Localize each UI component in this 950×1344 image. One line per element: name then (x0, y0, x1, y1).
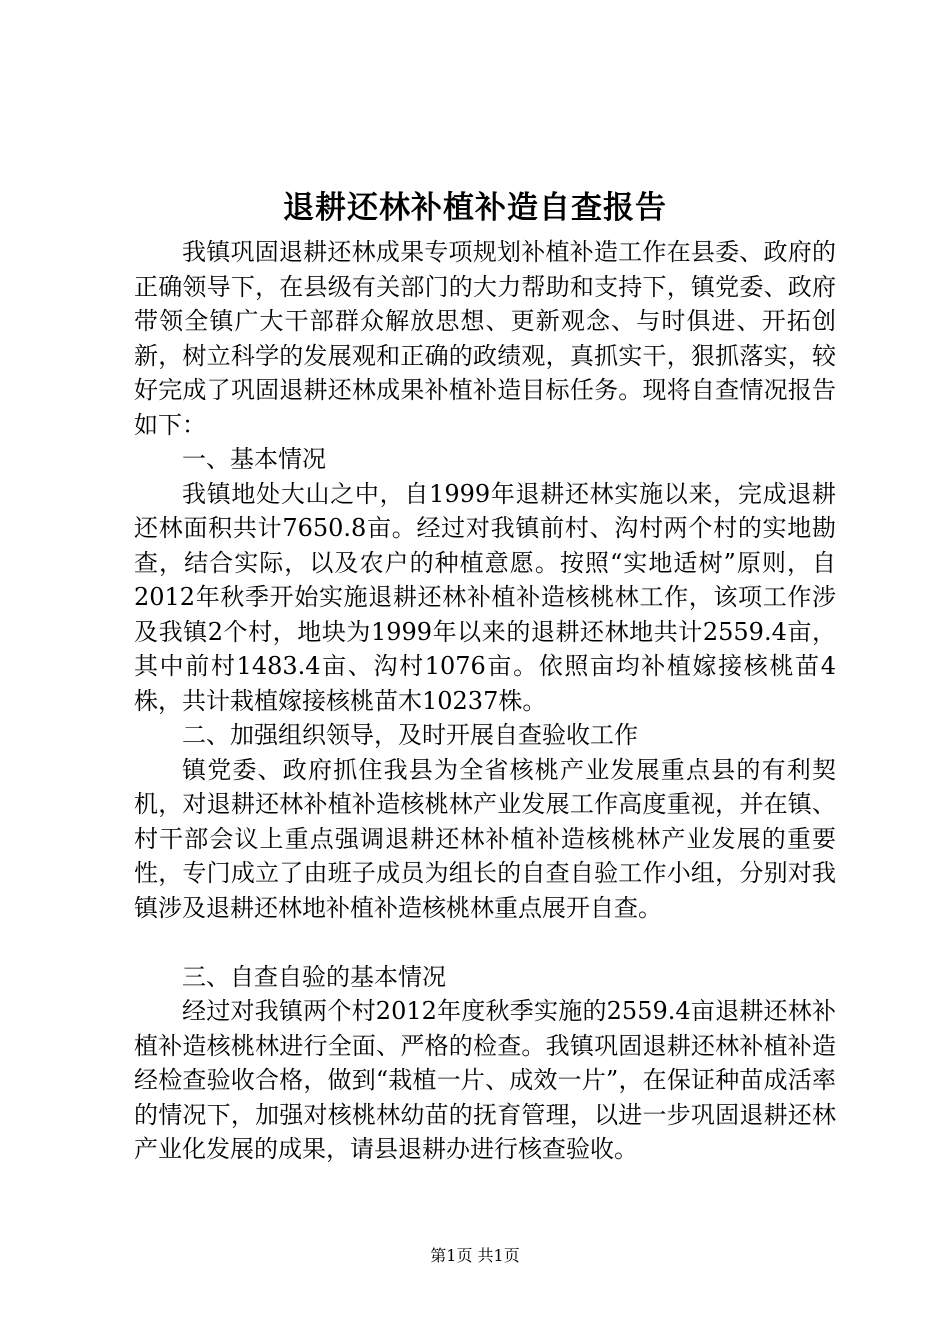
section-2-heading: 二、加强组织领导，及时开展自查验收工作 (182, 721, 638, 749)
section-2-paragraph: 镇党委、政府抓住我县为全省核桃产业发展重点县的有利契机，对退耕还林补植补造核桃林产业发展工作高度重视，并在镇、村干部会议上重点强调退耕还林补植补造核桃林产业发展的重要性，专门成立了由班子成员为组长的自查自验工作小组，分别对我镇涉及退耕还林地补植补造核桃林重点展开自查。 (134, 755, 836, 922)
section-1-paragraph: 我镇地处大山之中，自1999年退耕还林实施以来，完成退耕还林面积共计7650.8亩。经过对我镇前村、沟村两个村的实地勘查，结合实际，以及农户的种植意愿。按照“实地适树”原则，自2012年秋季开始实施退耕还林补植补造核桃林工作，该项工作涉及我镇2个村，地块为1999年以来的退耕还林地共计2559.4亩，其中前村1483.4亩、沟村1076亩。依照亩均补植嫁接核桃苗4株，共计栽植嫁接核桃苗木10237株。 (134, 479, 836, 715)
document-body (134, 235, 836, 1167)
section-1-heading: 一、基本情况 (182, 445, 326, 473)
page-footer: 第1页 共1页 (430, 1246, 520, 1265)
section-3-heading: 三、自查自验的基本情况 (182, 962, 446, 991)
intro-paragraph: 我镇巩固退耕还林成果专项规划补植补造工作在县委、政府的正确领导下，在县级有关部门的大力帮助和支持下，镇党委、政府带领全镇广大干部群众解放思想、更新观念、与时俱进、开拓创新，树立科学的发展观和正确的政绩观，真抓实干，狠抓落实，较好完成了巩固退耕还林成果补植补造目标任务。现将自查情况报告如下： (134, 238, 836, 439)
paragraph-spacer (134, 925, 836, 960)
document-title: 退耕还林补植补造自查报告 (283, 190, 667, 226)
section-3-paragraph: 经过对我镇两个村2012年度秋季实施的2559.4亩退耕还林补植补造核桃林进行全面、严格的检查。我镇巩固退耕还林补植补造经检查验收合格，做到“栽植一片、成效一片”，在保证种苗成活率的情况下，加强对核桃林幼苗的抚育管理，以进一步巩固退耕还林产业化发展的成果，请县退耕办进行核查验收。 (134, 997, 836, 1163)
